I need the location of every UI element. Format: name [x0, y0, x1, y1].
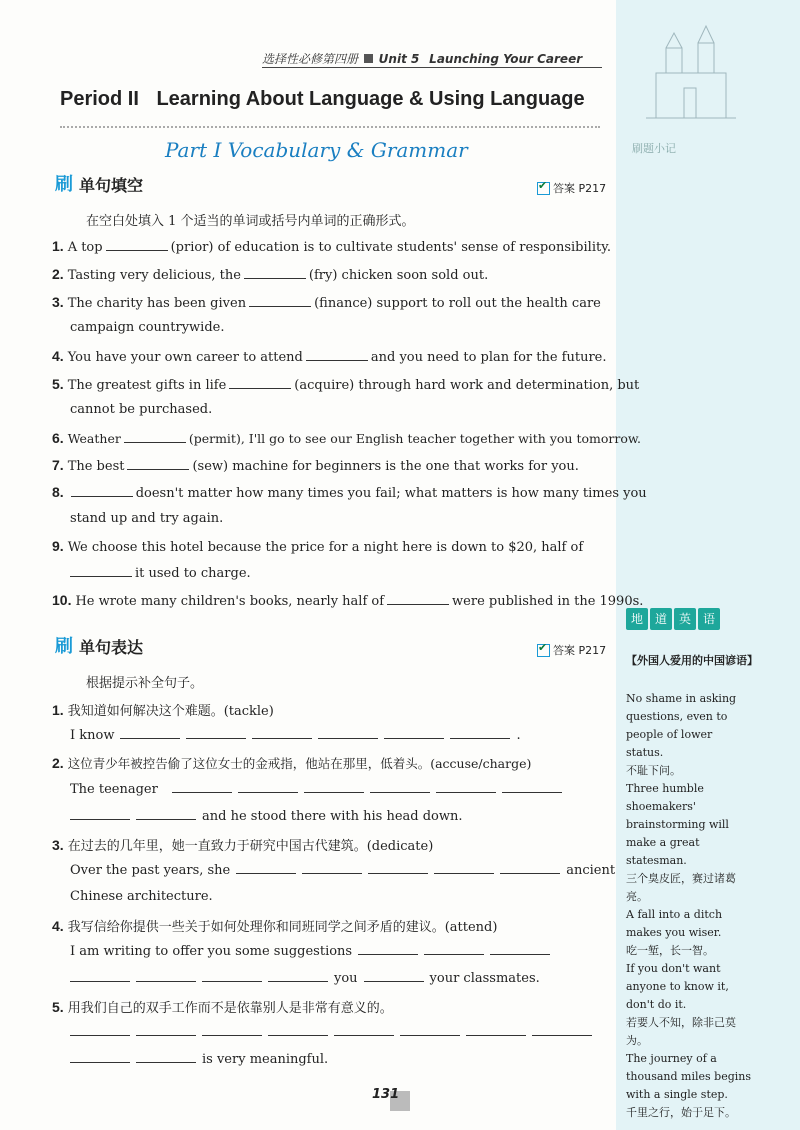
- proverb-en: A fall into a ditch makes you wiser.: [626, 908, 723, 939]
- unit-label: Unit 5: [378, 52, 420, 66]
- answer-blank[interactable]: [318, 727, 378, 739]
- period-title: [60, 88, 585, 111]
- answer-blank[interactable]: [70, 970, 130, 982]
- part-heading: Part I Vocabulary & Grammar: [165, 138, 468, 162]
- answer-ref: ✔ 答案 P217: [537, 180, 606, 196]
- page-number-badge: [372, 1083, 399, 1102]
- answer-blank[interactable]: [400, 1024, 460, 1036]
- answer-blank[interactable]: [370, 781, 430, 793]
- proverb-en: If you don't want anyone to know it, don't do it.: [626, 962, 729, 1011]
- proverb-cn: 千里之行，始于足下。: [626, 1106, 736, 1119]
- section2-title: 单句表达: [79, 638, 144, 657]
- answer-blank[interactable]: [532, 1024, 592, 1036]
- answer-blank[interactable]: [302, 862, 362, 874]
- running-header: [262, 50, 582, 67]
- answer-blank[interactable]: [136, 970, 196, 982]
- answer-blank[interactable]: [436, 781, 496, 793]
- answer-blank[interactable]: [136, 1051, 196, 1063]
- question-3-cont: campaign countrywide.: [70, 320, 225, 335]
- title-divider: [60, 126, 600, 128]
- sentence-5-cn: 5. 用我们自己的双手工作而不是依靠别人是非常有意义的。: [52, 999, 393, 1016]
- question-6: 6. Weather (permit), I'll go to see our English teacher together with you tomorrow.: [52, 430, 642, 446]
- answer-blank[interactable]: [70, 565, 132, 577]
- answer-blank[interactable]: [202, 1024, 262, 1036]
- sentence-5-en: is very meaningful.: [70, 1051, 328, 1067]
- question-1: 1. A top (prior) of education is to cultivate students' sense of responsibility.: [52, 238, 611, 255]
- page-number: 131: [372, 1087, 400, 1102]
- instruction: 根据提示补全句子。: [86, 676, 204, 691]
- answer-blank[interactable]: [450, 727, 510, 739]
- section2-head: [55, 635, 143, 658]
- sentence-1-cn: 1. 我知道如何解决这个难题。(tackle): [52, 702, 274, 719]
- answer-blank[interactable]: [424, 943, 484, 955]
- castle-illustration-icon: [636, 18, 746, 128]
- sentence-5-blanks: [70, 1024, 598, 1040]
- proverb-cn: 不耻下问。: [626, 764, 681, 777]
- tag-char: 地: [626, 608, 648, 630]
- tag-char: 道: [650, 608, 672, 630]
- proverb-en: The journey of a thousand miles begins with a single step.: [626, 1052, 751, 1101]
- sentence-3-en-cont: Chinese architecture.: [70, 889, 213, 904]
- question-4: 4. You have your own career to attend and you need to plan for the future.: [52, 348, 607, 365]
- answer-blank[interactable]: [70, 808, 130, 820]
- answer-blank[interactable]: [252, 727, 312, 739]
- sentence-4-en-cont: you your classmates.: [70, 970, 540, 986]
- answer-blank[interactable]: [364, 970, 424, 982]
- answer-blank[interactable]: [434, 862, 494, 874]
- answer-blank[interactable]: [120, 727, 180, 739]
- question-5-cont: cannot be purchased.: [70, 402, 213, 417]
- answer-blank[interactable]: [236, 862, 296, 874]
- answer-blank[interactable]: [368, 862, 428, 874]
- series-label: 选择性必修第四册: [262, 52, 359, 66]
- sentence-4-cn: 4. 我写信给你提供一些关于如何处理你和同班同学之间矛盾的建议。(attend): [52, 918, 498, 935]
- answer-blank[interactable]: [500, 862, 560, 874]
- sentence-2-en-cont: and he stood there with his head down.: [70, 808, 463, 824]
- question-5: 5. The greatest gifts in life (acquire) through hard work and determination, but: [52, 376, 640, 393]
- proverb-heading: 【外国人爱用的中国谚语】: [626, 654, 758, 667]
- answer-blank[interactable]: [70, 1051, 130, 1063]
- proverb-cn: 三个臭皮匠，赛过诸葛亮。: [626, 872, 736, 903]
- answer-blank[interactable]: [304, 781, 364, 793]
- period-subtitle: Learning About Language & Using Language: [156, 88, 585, 110]
- question-8-cont: stand up and try again.: [70, 511, 224, 526]
- answer-blank[interactable]: [71, 485, 133, 497]
- answer-blank[interactable]: [127, 458, 189, 470]
- tag-row: [626, 608, 722, 630]
- tag-char: 语: [698, 608, 720, 630]
- answer-blank[interactable]: [268, 1024, 328, 1036]
- answer-blank[interactable]: [466, 1024, 526, 1036]
- answer-blank[interactable]: [229, 377, 291, 389]
- answer-blank[interactable]: [172, 781, 232, 793]
- question-10: 10. He wrote many children's books, nearly half of were published in the 1990s.: [52, 592, 644, 609]
- question-8: 8. doesn't matter how many times you fail; what matters is how many times you: [52, 484, 647, 501]
- answer-blank[interactable]: [136, 808, 196, 820]
- question-9-cont: it used to charge.: [70, 565, 251, 581]
- period-label: Period II: [60, 88, 139, 110]
- sentence-1-en: I know .: [70, 728, 521, 743]
- answer-blank[interactable]: [202, 970, 262, 982]
- answer-blank[interactable]: [70, 1024, 130, 1036]
- question-2: 2. Tasting very delicious, the (fry) chicken soon sold out.: [52, 266, 489, 283]
- proverb-list: [626, 690, 751, 1122]
- checkbox-icon: [537, 644, 550, 657]
- brush-icon: 刷: [55, 173, 73, 195]
- header-rule: [262, 67, 602, 68]
- answer-blank[interactable]: [124, 431, 186, 443]
- sidebar: [616, 0, 800, 1130]
- answer-blank[interactable]: [490, 943, 550, 955]
- proverb-cn: 吃一堑，长一智。: [626, 944, 714, 957]
- answer-blank[interactable]: [238, 781, 298, 793]
- answer-blank[interactable]: [244, 267, 306, 279]
- proverb-cn: 若要人不知，除非己莫为。: [626, 1016, 736, 1047]
- answer-blank[interactable]: [306, 349, 368, 361]
- answer-blank[interactable]: [106, 239, 168, 251]
- answer-blank[interactable]: [249, 295, 311, 307]
- answer-blank[interactable]: [387, 593, 449, 605]
- answer-blank[interactable]: [502, 781, 562, 793]
- section1-head: [55, 173, 143, 196]
- answer-blank[interactable]: [136, 1024, 196, 1036]
- checkbox-icon: [537, 182, 550, 195]
- proverb-en: No shame in asking questions, even to people of lower status.: [626, 692, 737, 759]
- answer-blank[interactable]: [384, 727, 444, 739]
- sentence-2-en: The teenager: [70, 781, 568, 797]
- sentence-3-en: Over the past years, she ancient: [70, 863, 616, 878]
- tag-char: 英: [674, 608, 696, 630]
- square-icon: [364, 54, 373, 63]
- answer-blank[interactable]: [268, 970, 328, 982]
- answer-blank[interactable]: [334, 1024, 394, 1036]
- sentence-4-en: I am writing to offer you some suggestions: [70, 943, 556, 959]
- answer-blank[interactable]: [358, 943, 418, 955]
- brush-icon: 刷: [55, 635, 73, 657]
- section1-title: 单句填空: [79, 176, 144, 195]
- sentence-2-cn: 2. 这位青少年被控告偷了这位女士的金戒指，他站在那里，低着头。(accuse/charge): [52, 755, 532, 771]
- question-7: 7. The best (sew) machine for beginners is the one that works for you.: [52, 457, 579, 474]
- instruction: 在空白处填入 1 个适当的单词或括号内单词的正确形式。: [86, 214, 415, 229]
- unit-title: Launching Your Career: [429, 52, 583, 66]
- sentence-3-cn: 3. 在过去的几年里，她一直致力于研究中国古代建筑。(dedicate): [52, 837, 434, 854]
- question-9: 9. We choose this hotel because the price for a night here is down to $20, half of: [52, 538, 584, 555]
- answer-ref: ✔ 答案 P217: [537, 642, 606, 658]
- notes-label: 刷题小记: [632, 142, 676, 155]
- answer-blank[interactable]: [186, 727, 246, 739]
- proverb-en: Three humble shoemakers' brainstorming will make a great statesman.: [626, 782, 729, 867]
- question-3: 3. The charity has been given (finance) support to roll out the health care: [52, 294, 601, 311]
